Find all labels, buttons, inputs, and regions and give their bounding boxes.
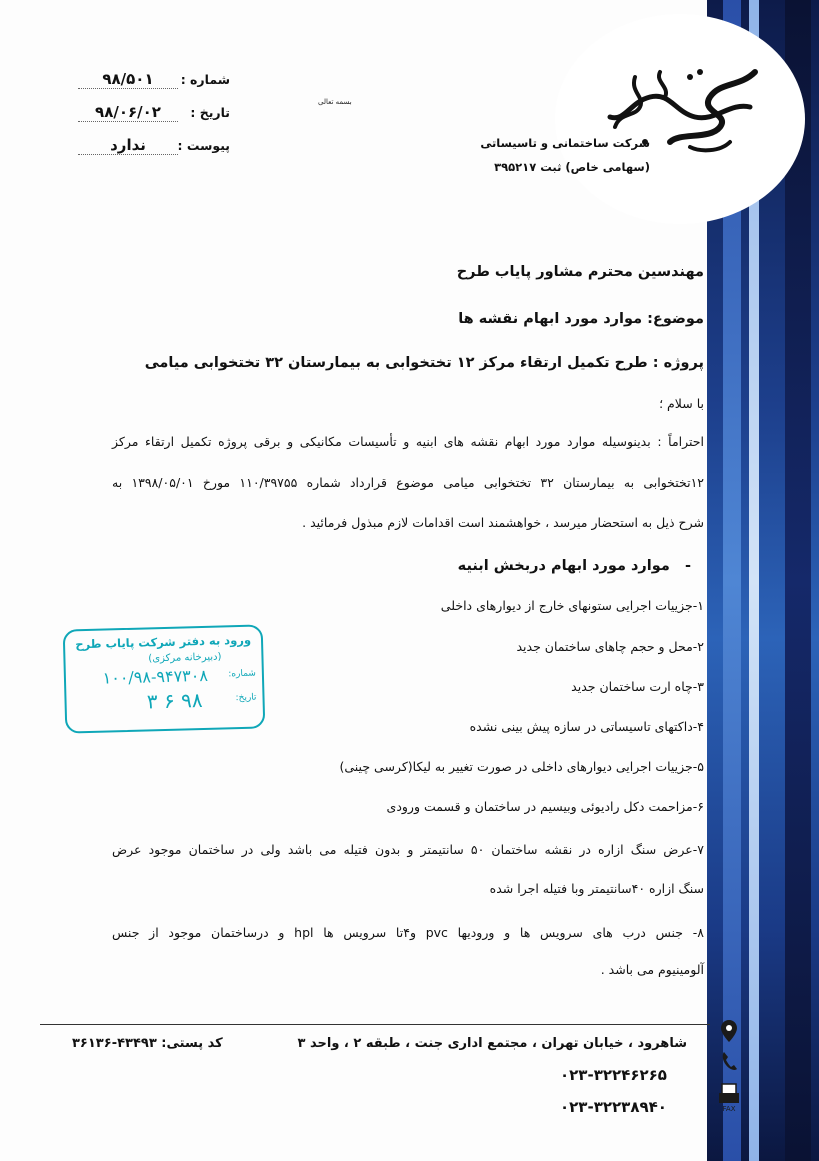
paragraph-line: احتراماً : بدینوسیله موارد مورد ابهام نقشه های ابنیه و تأسیسات مکانیکی و برقی پروژه تکمیل ارتقاء مرکز (112, 434, 704, 449)
letter-number-value: ۹۸/۵۰۱ (78, 70, 178, 89)
stamp-date-label: تاریخ: (235, 692, 257, 704)
paragraph-line: شرح ذیل به استحضار میرسد ، خواهشمند است اقدامات لازم مبذول فرمائید . (302, 515, 704, 530)
subject: موضوع: موارد مورد ابهام نقشه ها (458, 311, 704, 327)
footer-phone: ۰۲۳-۳۲۲۴۶۲۶۵ (560, 1066, 667, 1084)
footer-fax-number: ۰۲۳-۳۲۲۳۸۹۴۰ (560, 1098, 667, 1116)
letter-number-label: شماره : (180, 72, 230, 87)
recipient: مهندسین محترم مشاور پایاب طرح (456, 264, 704, 280)
receipt-stamp (63, 624, 266, 733)
letter-attachment-value: ندارد (78, 136, 178, 155)
company-registration: (سهامی خاص) ثبت ۳۹۵۲۱۷ (494, 160, 650, 174)
letter-date-value: ۹۸/۰۶/۰۲ (78, 103, 178, 122)
band-stripe (785, 0, 811, 1161)
list-item: ۸- جنس درب های سرویس ها و ورودیها pvc و۴تا سرویس ها hpl و درساختمان موجود از جنس (112, 925, 705, 940)
bullet-dash: - (669, 558, 691, 574)
bismillah: بسمه تعالی (318, 98, 352, 106)
list-item: ۶-مزاحمت دکل رادیوئی وبیسیم در ساختمان و قسمت ورودی (386, 799, 704, 814)
list-item: ۴-داکتهای تاسیساتی در سازه پیش بینی نشده (469, 719, 704, 734)
footer-divider (40, 1024, 710, 1025)
fax-label: FAX (722, 1105, 736, 1112)
section-heading (458, 558, 691, 574)
letter-date-row (70, 105, 230, 127)
stamp-number-label: شماره: (228, 668, 257, 680)
greeting: با سلام ؛ (659, 396, 704, 411)
list-item: ۳-چاه ارت ساختمان جدید (571, 679, 704, 694)
fax-icon (716, 1082, 742, 1112)
letter-number-row (70, 72, 230, 94)
phone-icon (716, 1048, 742, 1074)
stamp-subtitle: (دبیرخانه مرکزی) (148, 651, 222, 665)
list-item: ۵-جزییات اجرایی دیوارهای داخلی در صورت تغییر به لیکا(کرسی چینی) (339, 759, 704, 774)
letter-attachment-label: پیوست : (177, 138, 230, 153)
footer-address: شاهرود ، خیابان تهران ، مجتمع اداری جنت ، طبقه ۲ ، واحد ۳ (297, 1036, 687, 1051)
company-type: شرکت ساختمانی و تاسیساتی (480, 136, 650, 150)
stamp-title: ورود به دفتر شرکت پایاب طرح (75, 632, 252, 652)
location-pin-icon (716, 1018, 742, 1044)
letter-date-label: تاریخ : (190, 105, 230, 120)
list-item: ۲-محل و حجم چاهای ساختمان جدید (516, 639, 704, 654)
list-item: ۱-جزییات اجرایی ستونهای خارج از دیوارهای داخلی (440, 598, 704, 613)
footer-postal-code: کد پستی: ۴۳۴۹۳-۳۶۱۳۶ (72, 1036, 223, 1051)
list-item-continuation: سنگ ازاره ۴۰سانتیمتر وبا فتیله اجرا شده (489, 881, 704, 896)
stamp-date-value: ۹۸ ۶ ۳ (146, 688, 203, 714)
project-title: پروژه : طرح تکمیل ارتقاء مرکز ۱۲ تختخوابی به بیمارستان ۳۲ تختخوابی میامی (144, 355, 704, 371)
list-item: ۷-عرض سنگ ازاره در نقشه ساختمان ۵۰ سانتیمتر و بدون فتیله می باشد ولی در ساختمان موجود عرض (112, 842, 704, 857)
list-item-continuation: آلومینیوم می باشد . (600, 962, 704, 977)
paragraph-line: ۱۲تختخوابی به بیمارستان ۳۲ تختخوابی میامی موضوع قرارداد شماره ۱۱۰/۳۹۷۵۵ مورخ ۱۳۹۸/۰۵/۰۱ به (112, 475, 705, 490)
stamp-number-value: ۱۰۰/۹۸-۹۴۷۳۰۸ (102, 665, 209, 688)
section-heading-text: موارد مورد ابهام دربخش ابنیه (457, 558, 670, 574)
letter-attachment-row (70, 138, 230, 160)
